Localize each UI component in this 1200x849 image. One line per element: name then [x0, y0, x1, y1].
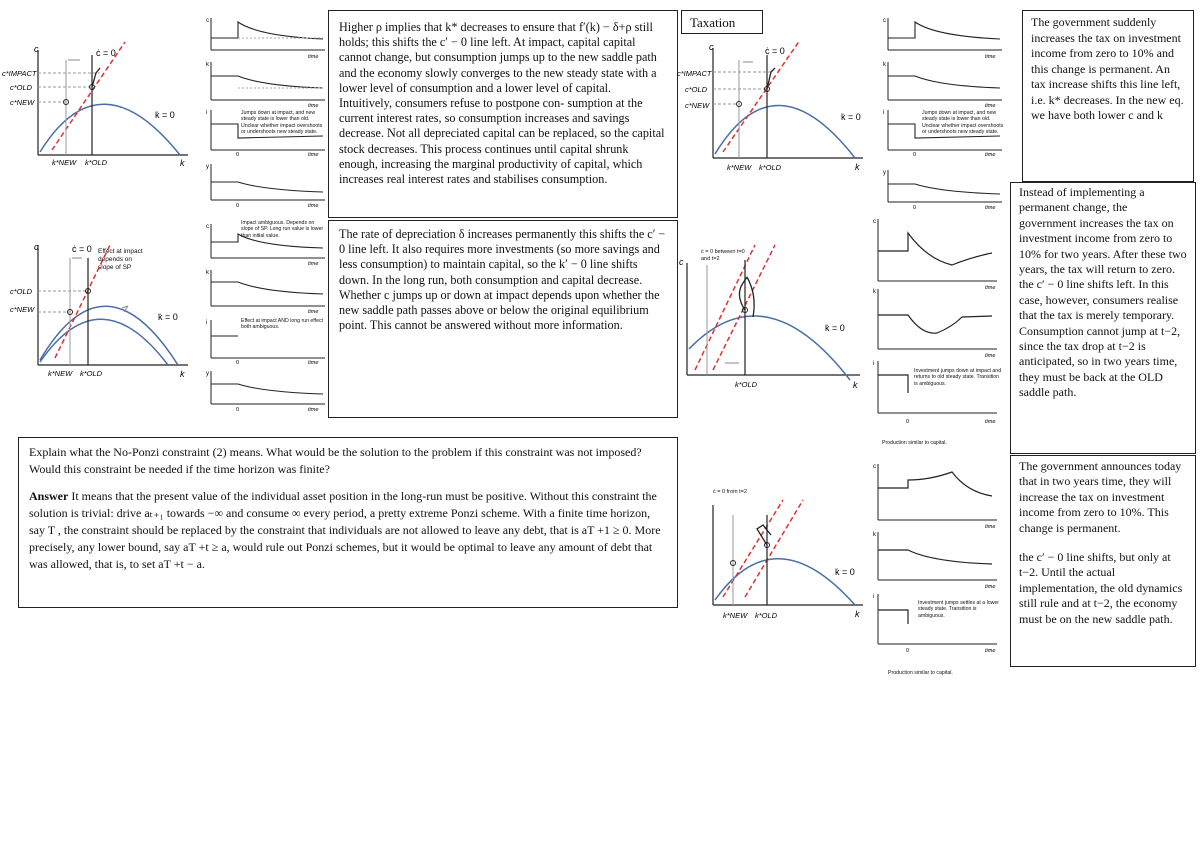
answer-part-4: T +t − a. [163, 557, 205, 571]
tg2-time1: time [308, 261, 319, 267]
note-6: Production similar to capital. [882, 440, 947, 446]
kdot-label-2: k̇ = 0 [158, 312, 178, 322]
k-new-label-5: k*NEW [723, 611, 748, 620]
cdot-between-note: ċ = 0 between t=0 and t=2 [701, 249, 745, 262]
note-1: Jumps down at impact, and new steady state is lower than old. Unclear whether impact overshoots or undershoots new steady state. [241, 110, 323, 135]
answer-part-3: T +t ≥ a, would rule out Ponzi schemes, but it would be optimal to leave any amount of debt that was allowed, that is, to set a [29, 540, 653, 571]
cdot-label-2: ċ = 0 [72, 244, 92, 254]
panel-capital-tax [328, 10, 678, 218]
tg3-time4: time [985, 205, 996, 211]
c-new-label-3: c*NEW [685, 101, 710, 110]
tg4-i-label: i [873, 361, 875, 367]
tg3-time1: time [985, 54, 996, 60]
time-graphs-capital-tax [203, 14, 328, 214]
k-old-label-3: k*OLD [759, 163, 782, 172]
tg2-y-label: y [206, 371, 209, 377]
tg5-time2: time [985, 584, 996, 590]
tg1-time3: time [308, 152, 319, 158]
tg5-c-label: c [873, 464, 876, 470]
note-4: Jumps down at impact, and new steady state is lower than old. Unclear whether impact overshoots or undershoots new steady state. [922, 110, 1004, 135]
k-new-label-3: k*NEW [727, 163, 752, 172]
tg5-k-label: k [873, 532, 876, 538]
tg1-time2: time [308, 103, 319, 109]
tg4-time3: time [985, 419, 996, 425]
axis-k: k [180, 158, 185, 168]
answer-part-2: T +1 ≥ 0. More precisely, any lower bound, say a [29, 523, 661, 554]
effect-note: Effect at impact depends on slope of SP [98, 248, 143, 271]
k-new-label: k*NEW [52, 158, 77, 167]
tg2-zero2: 0 [236, 407, 240, 413]
c-impact-label: c*IMPACT [2, 69, 37, 78]
phase-diagram-tax-announced [675, 485, 875, 630]
phase-diagram-tax-permanent [675, 40, 875, 180]
c-new-label-2: c*NEW [10, 305, 35, 314]
taxation-title-text: Taxation [690, 15, 736, 30]
panel-tax-temporary [1010, 182, 1196, 454]
k-old-label: k*OLD [85, 158, 108, 167]
axis-k-4: k [853, 380, 858, 390]
tg3-zero2: 0 [913, 205, 917, 211]
axis-c-4: c [679, 257, 684, 267]
axis-k-3: k [855, 162, 860, 172]
tg2-time3: time [308, 360, 319, 366]
tg3-time2: time [985, 103, 996, 109]
tg1-y-label: y [206, 164, 209, 170]
tg2-i-label: i [206, 320, 208, 326]
note-8: Production similar to capital. [888, 670, 953, 676]
question-text: Explain what the No-Ponzi constraint (2) means. What would be the solution to the problem if this constraint was not imposed? Would this constraint be needed if the time horizon was finite? [29, 445, 642, 476]
depreciation-text: The rate of depreciation δ increases permanently this shifts the c′ − 0 line left. It also requires more investments (so more savings and less consumption) to maintain capital, so the k′ − 0 line shifts down. In the long run, both consumption and capital decrease. Whether c jumps up or down at impact depends upon whether the new saddle path passes above or below the original equilibrium point. This cannot be answered without more information. [339, 227, 666, 333]
tg5-zero: 0 [906, 648, 910, 654]
tg4-zero: 0 [906, 419, 910, 425]
tg4-time1: time [985, 285, 996, 291]
tg3-y-label: y [883, 170, 886, 176]
tg2-time2: time [308, 309, 319, 315]
note-5: Investment jumps down at impact and returns to old steady state. Transition is ambiguous. [914, 368, 1002, 387]
panel-tax-announced [1010, 455, 1196, 667]
phase-diagram-depreciation [0, 240, 200, 385]
note-2: Impact ambiguous. Depends on slope of SP. Long run value is lower than initial value. [241, 220, 324, 239]
c-old-label-3: c*OLD [685, 85, 708, 94]
k-old-label-4: k*OLD [735, 380, 758, 389]
taxation-title [681, 10, 763, 34]
tg2-k-label: k [206, 270, 209, 276]
tg4-time2: time [985, 353, 996, 359]
kdot-label-5: k̇ = 0 [835, 567, 855, 577]
axis-k-2: k [180, 369, 185, 379]
answer-label: Answer [29, 489, 69, 503]
tg2-c-label: c [206, 224, 209, 230]
note-7: Investment jumps settles at a lower steady state. Transition is ambiguous. [918, 600, 1000, 619]
tg1-time4: time [308, 203, 319, 209]
kdot-label-4: k̇ = 0 [825, 323, 845, 333]
tg1-zero2: 0 [236, 203, 240, 209]
capital-tax-text: Higher ρ implies that k* decreases to ensure that f′(k) − δ+ρ still holds; this shifts the c′ − 0 line left. At impact, capital capital cannot change, but consumption jumps up to the new saddle path and the economy slowly converges to the new steady state with a lower level of consumption and a lower level of capital. Intuitively, consumers refuse to postpone con- sumption at the current interest rates, so consumption increases and savings decrease. Not all depreciated capital can be replaced, so the capital stock decreases. This process continues until capital shrunk enough, increasing the marginal productivity of capital, which increases real interest rates and stabilises consumption. [339, 20, 665, 187]
k-old-label-2: k*OLD [80, 369, 103, 378]
k-old-label-5: k*OLD [755, 611, 778, 620]
tg2-time4: time [308, 407, 319, 413]
tax-temporary-text: Instead of implementing a permanent change, the government increases the tax on investment income from zero to 10% for two years. After these two years, the tax will return to zero. the c′ − 0 line shifts left. In this case, however, consumers realise that the tax is merely temporary. Consumption cannot jump at t−2, since the tax drop at t−2 is anticipated, so in two years time, they must be back at the OLD saddle path. [1019, 185, 1187, 400]
tg4-c-label: c [873, 219, 876, 225]
tax-permanent-text: The government suddenly increases the tax on investment income from zero to 10% and this change is permanent. An tax increase shifts this line left, i.e. k* decreases. In the new eq. we have both lower c and k [1031, 15, 1184, 122]
phase-diagram-capital-tax [0, 40, 200, 175]
c-new-label: c*NEW [10, 98, 35, 107]
tg3-i-label: i [883, 110, 885, 116]
tg5-time1: time [985, 524, 996, 530]
axis-k-5: k [855, 609, 860, 619]
panel-tax-permanent [1022, 10, 1194, 182]
answer-part-1: It means that the present value of the individual asset position in the long-run must be positive. Without this constraint the solution is trivial: drive aₜ₊₁ towards −∞ and consume ∞ every period, a pretty extreme Ponzi scheme. With a finite time horizon, say T , the constraint should be replaced by the constraint that individuals are not allowed to leave any debt, that is a [29, 489, 657, 537]
cdot-label: ċ = 0 [96, 48, 116, 58]
tg5-i-label: i [873, 594, 875, 600]
tg5-time3: time [985, 648, 996, 654]
tg1-zero1: 0 [236, 152, 240, 158]
note-3: Effect at impact AND long run effect both ambiguous. [241, 318, 323, 331]
kdot-label: k̇ = 0 [155, 110, 175, 120]
tg3-k-label: k [883, 62, 886, 68]
panel-depreciation [328, 220, 678, 418]
c-old-label-2: c*OLD [10, 287, 33, 296]
axis-c-2: c [34, 242, 39, 252]
tg4-k-label: k [873, 289, 876, 295]
time-graphs-depreciation [203, 218, 328, 418]
time-graphs-tax-permanent [880, 14, 1005, 214]
phase-diagram-tax-temporary [675, 245, 875, 395]
axis-c-3: c [709, 42, 714, 52]
time-graphs-tax-announced [872, 458, 1002, 683]
tg2-zero1: 0 [236, 360, 240, 366]
tg3-c-label: c [883, 18, 886, 24]
tg1-time1: time [308, 54, 319, 60]
tg1-i-label: i [206, 110, 208, 116]
kdot-label-3: k̇ = 0 [841, 112, 861, 122]
tg3-time3: time [985, 152, 996, 158]
panel-no-ponzi [18, 437, 678, 608]
tax-announced-text-2: the c′ − 0 line shifts, but only at t−2. Until the actual implementation, the old dynamics still rule and at t−2, the economy must be on the new saddle path. [1019, 550, 1183, 626]
k-new-label-2: k*NEW [48, 369, 73, 378]
axis-c: c [34, 44, 39, 54]
c-old-label: c*OLD [10, 83, 33, 92]
tax-announced-text-1: The government announces today that in two years time, they will increase the tax on investment income from zero to 10%. This change is permanent. [1019, 459, 1182, 535]
tg1-k-label: k [206, 62, 209, 68]
tg1-c-label: c [206, 18, 209, 24]
time-graphs-tax-temporary [872, 215, 1002, 450]
cdot-label-3: ċ = 0 [765, 46, 785, 56]
tg3-zero1: 0 [913, 152, 917, 158]
c-impact-label-3: c*IMPACT [677, 69, 712, 78]
cdot-from-note: ċ = 0 from t=2 [713, 489, 747, 495]
